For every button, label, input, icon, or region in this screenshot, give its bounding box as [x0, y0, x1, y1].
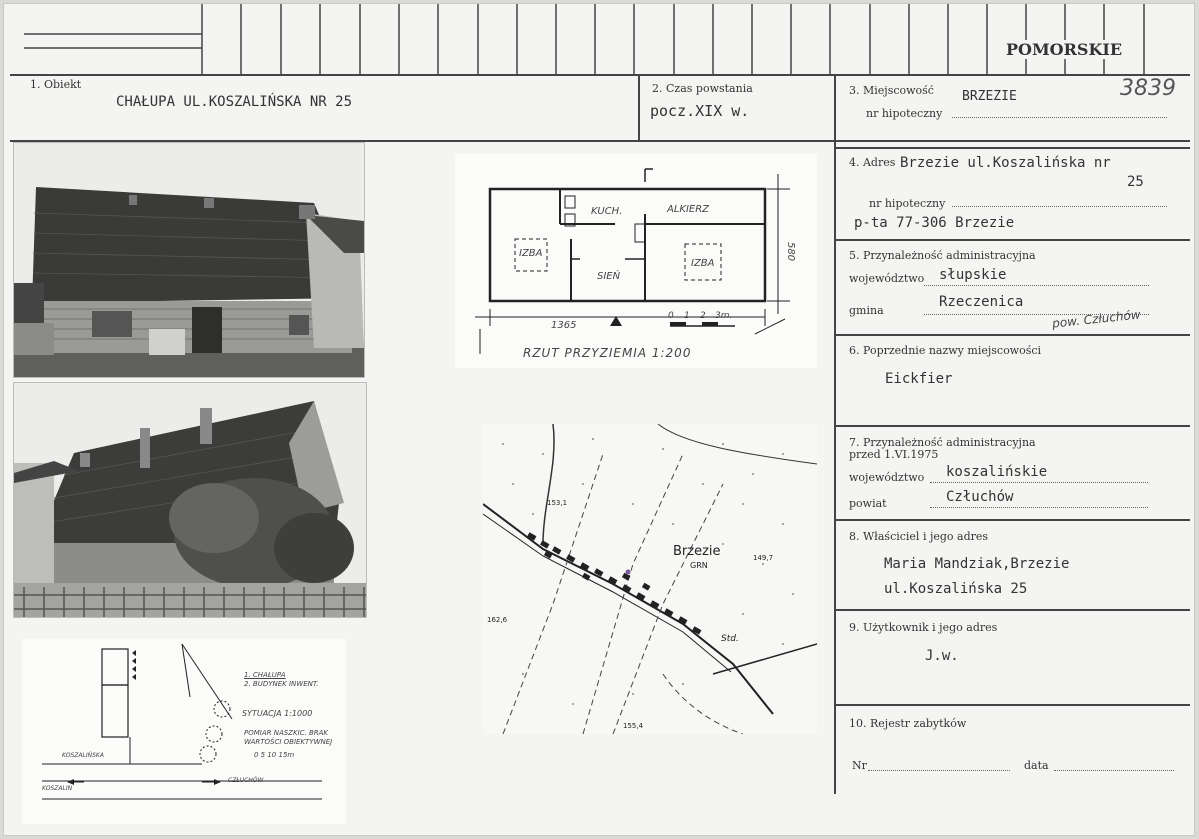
wlasciciel-label: 8. Właściciel i jego adres [849, 530, 989, 543]
location-map [483, 424, 817, 734]
map-place-name: Brzezie [673, 544, 721, 559]
dim-depth: 580 [785, 241, 797, 262]
gmina-value: Rzeczenica [939, 294, 1024, 310]
map-elev-4: 155,4 [623, 722, 644, 730]
inventory-number: 3839 [1120, 76, 1176, 101]
przed1975-label: 7. Przynależność administracyjna [849, 436, 1036, 449]
miejscowosc-hipo-line [952, 117, 1167, 118]
miejscowosc-label: 3. Miejscowość [849, 84, 934, 97]
rejestr-nr-label: Nr [852, 759, 867, 772]
rejestr-data-line [1054, 770, 1174, 771]
dim-width: 1365 [551, 320, 577, 331]
site-legend-2: 2. BUDYNEK INWENT. [244, 680, 319, 688]
rule-8-top [836, 519, 1190, 521]
adres-hipo-label: nr hipoteczny [869, 197, 946, 210]
location-map-drawing [483, 424, 817, 734]
rule-4-top [836, 147, 1190, 149]
gmina-label: gmina [849, 304, 884, 317]
adres-postal: p-ta 77-306 Brzezie [854, 215, 1015, 231]
adres-hipo-line [952, 206, 1167, 207]
przed1975-label2: przed 1.VI.1975 [849, 448, 939, 461]
room-izba-left: IZBA [519, 248, 543, 259]
miejscowosc-value: BRZEZIE [962, 89, 1017, 104]
poprzednie-value: Eickfier [885, 371, 953, 387]
site-right-dir: CZŁUCHÓW [228, 777, 264, 784]
poprzednie-label: 6. Poprzednie nazwy miejscowości [849, 344, 1042, 357]
adres-value-line2: 25 [1127, 174, 1144, 190]
obiekt-value: CHAŁUPA UL.KOSZALIŃSKA NR 25 [116, 94, 353, 110]
adres-label: 4. Adres [849, 156, 896, 169]
scale-0: 0 [668, 311, 674, 321]
rule-7-top [836, 425, 1190, 427]
przed1975-powiat-line [930, 507, 1148, 508]
site-scale: 0 5 10 15m [254, 751, 295, 759]
site-legend-1: 1. CHAŁUPA [244, 671, 286, 679]
map-place-sub: GRN [690, 561, 708, 570]
obiekt-label: 1. Obiekt [30, 78, 82, 91]
top-grid-lines [4, 4, 1196, 74]
site-note-2: WARTOŚCI OBIEKTYWNEJ [244, 738, 333, 746]
czas-label: 2. Czas powstania [652, 82, 753, 95]
adres-value-line1: Brzezie ul.Koszalińska nr [900, 155, 1111, 171]
rejestr-label: 10. Rejestr zabytków [849, 717, 967, 730]
rejestr-nr-line [868, 770, 1010, 771]
czas-value: pocz.XIX w. [650, 102, 750, 120]
przynaleznosc-label: 5. Przynależność administracyjna [849, 249, 1036, 262]
floor-plan-caption: RZUT PRZYZIEMIA 1:200 [523, 346, 692, 360]
map-road-label: Std. [721, 634, 739, 644]
uzytkownik-value: J.w. [925, 648, 959, 664]
przed1975-powiat-label: powiat [849, 497, 887, 510]
room-alkierz: ALKIERZ [667, 204, 710, 215]
uzytkownik-label: 9. Użytkownik i jego adres [849, 621, 998, 634]
photo-cottage-front [13, 142, 365, 378]
photo-cottage-side [13, 382, 367, 618]
region-label: POMORSKIE [1002, 40, 1126, 59]
przed1975-woj-value: koszalińskie [946, 464, 1048, 480]
site-plan [22, 639, 346, 824]
scale-2: 2 [700, 311, 706, 321]
map-elev-2: 153,1 [547, 499, 568, 507]
rule-col-2 [638, 74, 640, 142]
miejscowosc-hipo-label: nr hipoteczny [866, 107, 943, 120]
map-elev-1: 149,7 [753, 554, 774, 562]
map-elev-3: 162,6 [487, 616, 508, 624]
przed1975-woj-line [930, 482, 1148, 483]
site-left-dir: KOSZALIN [42, 785, 73, 792]
rule-col-3 [834, 74, 836, 794]
floor-plan [455, 154, 817, 368]
rule-10-top [836, 704, 1190, 706]
room-kuchnia: KUCH. [591, 206, 623, 217]
room-izba-right: IZBA [691, 258, 715, 269]
rule-5-top [836, 239, 1190, 241]
record-card [3, 3, 1195, 836]
woj-line [924, 285, 1149, 286]
room-sien: SIEŃ [597, 271, 621, 282]
scale-3: 3m. [715, 311, 733, 321]
rule-9-top [836, 609, 1190, 611]
powiat-note: pow. Człuchów [1051, 307, 1142, 331]
rule-6-top [836, 334, 1190, 336]
rule-top [10, 74, 1190, 76]
wlasciciel-line1: Maria Mandziak,Brzezie [884, 556, 1070, 572]
top-grid [4, 4, 1196, 74]
floor-plan-drawing [455, 154, 817, 368]
photo-cottage-front-image [14, 143, 365, 378]
woj-label: województwo [849, 272, 925, 285]
przed1975-powiat-value: Człuchów [946, 489, 1014, 505]
site-note-1: POMIAR NASZKIC. BRAK [244, 729, 329, 737]
przed1975-woj-label: województwo [849, 471, 925, 484]
site-title: SYTUACJA 1:1000 [242, 709, 313, 718]
wlasciciel-line2: ul.Koszalińska 25 [884, 581, 1028, 597]
photo-cottage-side-image [14, 383, 367, 618]
site-road-label: KOSZALIŃSKA [62, 752, 104, 759]
scale-1: 1 [684, 311, 690, 321]
woj-value: słupskie [939, 267, 1007, 283]
rejestr-data-label: data [1024, 759, 1049, 772]
